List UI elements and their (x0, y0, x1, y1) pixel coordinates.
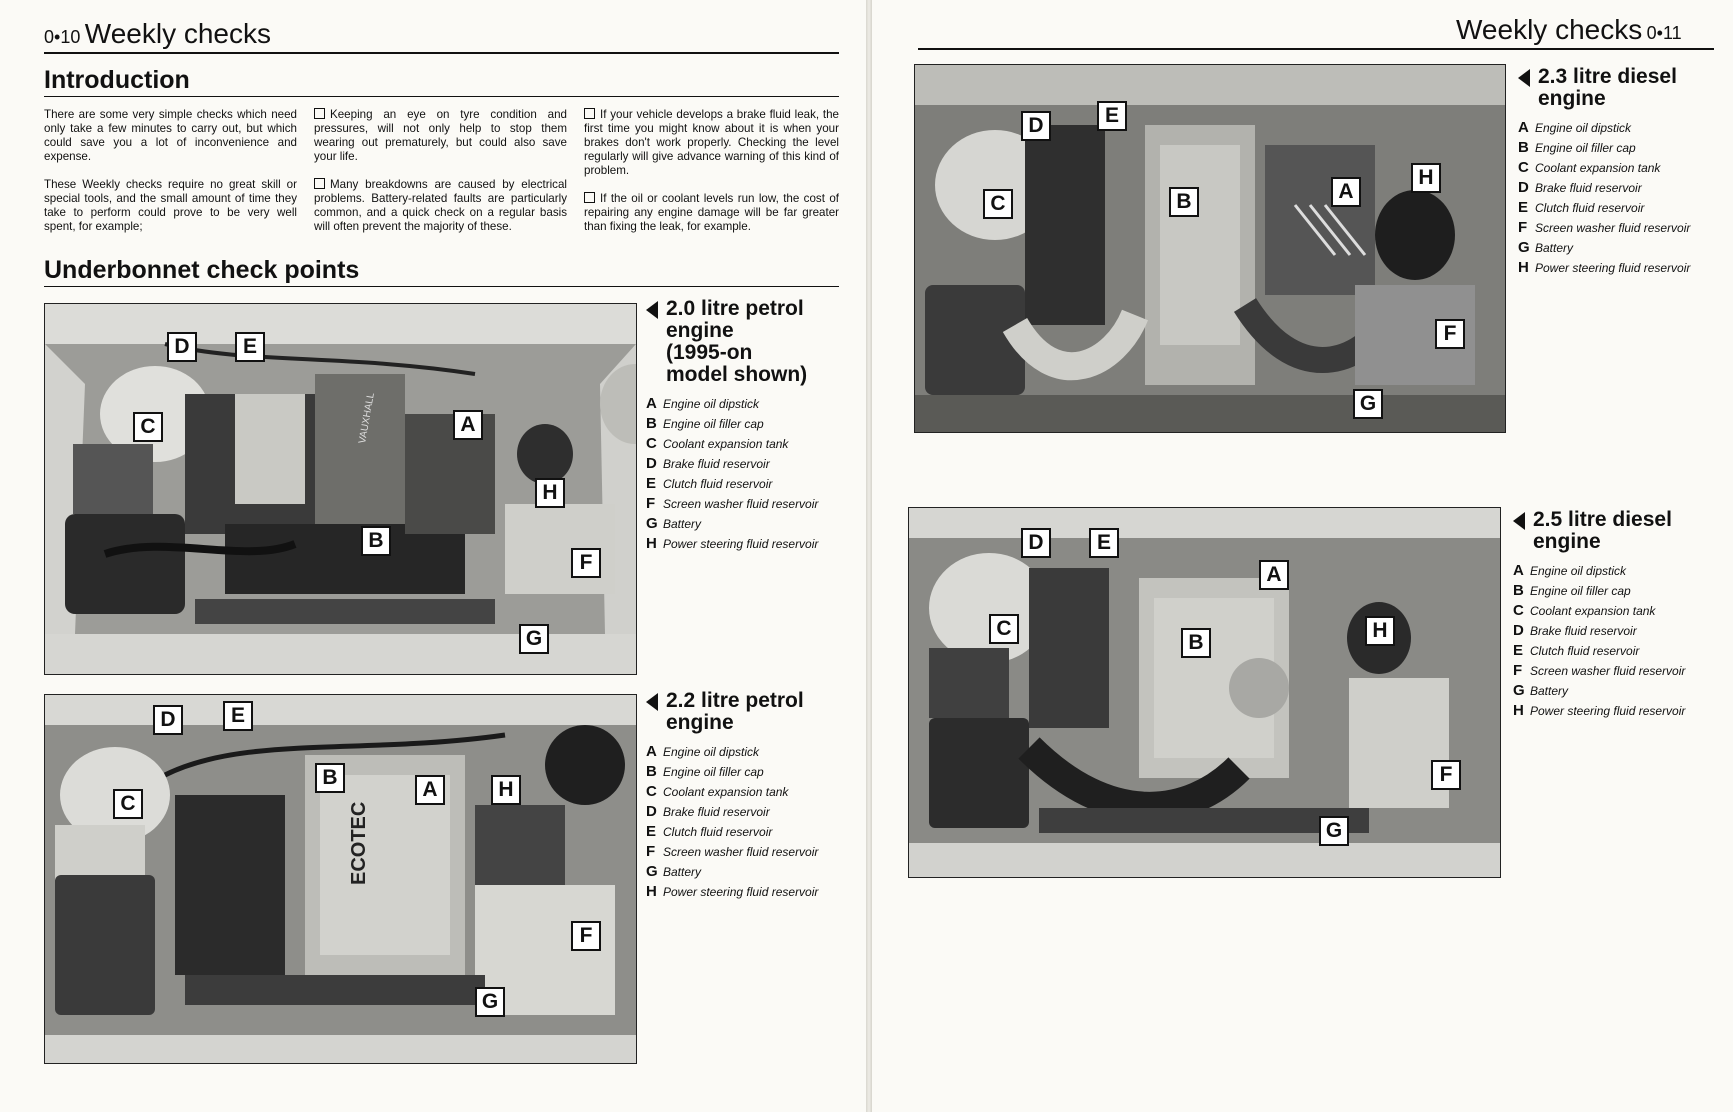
label-g: G (1353, 389, 1383, 419)
legend-text: Brake fluid reservoir (663, 457, 770, 471)
label-d: D (153, 705, 183, 735)
left-page-number: 0•10 (44, 27, 81, 47)
label-b: B (1181, 628, 1211, 658)
label-a: A (1259, 560, 1289, 590)
legend-item (1513, 601, 1728, 621)
legend-letter: H (646, 883, 657, 900)
legend-letter: D (646, 455, 657, 472)
underbonnet-rule (44, 286, 839, 287)
right-page-number: 0•11 (1646, 23, 1682, 43)
label-f: F (571, 548, 601, 578)
intro-rule (44, 96, 839, 97)
label-g: G (475, 987, 505, 1017)
intro-col2-p1-text: Keeping an eye on tyre condition and pressures, will not only help to stop them wearing out prematurely, but could also save your life. (314, 108, 567, 163)
legend-item (1518, 138, 1728, 158)
legend-item (1518, 178, 1728, 198)
legend-item (646, 494, 856, 514)
legend-text: Coolant expansion tank (663, 785, 789, 799)
legend-letter: H (1513, 702, 1524, 719)
legend-item (1518, 118, 1728, 138)
intro-col3-p1 (584, 108, 839, 178)
legend-item (646, 454, 856, 474)
legend-letter: H (646, 535, 657, 552)
intro-col1-p2: These Weekly checks require no great skill or special tools, and the small amount of time they take to perform could prove to be very well spent, for example; (44, 178, 297, 233)
engine-title-line: engine (1533, 530, 1601, 553)
checkbox-icon (584, 192, 595, 203)
legend-item (1513, 561, 1728, 581)
legend-text: Engine oil dipstick (663, 397, 760, 411)
legend-letter: D (1518, 179, 1529, 196)
legend-list (646, 394, 856, 554)
legend-letter: E (646, 823, 657, 840)
legend-item (646, 762, 856, 782)
legend-list (646, 742, 856, 902)
legend-item (1513, 681, 1728, 701)
legend-letter: F (646, 495, 656, 512)
legend-item (646, 802, 856, 822)
legend-item (1518, 238, 1728, 258)
left-page-title: Weekly checks (84, 18, 272, 49)
callout-2-3-diesel (1518, 66, 1728, 278)
legend-item (646, 822, 856, 842)
pointer-left-icon (1518, 69, 1530, 87)
legend-item (646, 394, 856, 414)
pointer-left-icon (1513, 512, 1525, 530)
legend-letter: F (1513, 662, 1523, 679)
legend-item (646, 782, 856, 802)
legend-letter: B (1518, 139, 1529, 156)
legend-text: Coolant expansion tank (1535, 161, 1661, 175)
legend-text: Clutch fluid reservoir (1535, 201, 1645, 215)
legend-text: Power steering fluid reservoir (663, 537, 819, 551)
engine-photo-2-5-diesel (908, 507, 1501, 878)
legend-text: Screen washer fluid reservoir (1535, 221, 1691, 235)
legend-text: Brake fluid reservoir (1535, 181, 1642, 195)
legend-letter: E (1518, 199, 1529, 216)
legend-letter: F (646, 843, 656, 860)
legend-item (646, 514, 856, 534)
label-d: D (1021, 528, 1051, 558)
engine-title-line: engine (666, 711, 734, 734)
engine-title-line: engine (1538, 87, 1606, 110)
engine-title (1538, 66, 1728, 110)
label-e: E (1097, 101, 1127, 131)
legend-item (1513, 701, 1728, 721)
legend-letter: C (1513, 602, 1524, 619)
engine-title-line: (1995-on (666, 341, 753, 364)
legend-letter: B (646, 415, 657, 432)
label-h: H (1365, 616, 1395, 646)
legend-text: Brake fluid reservoir (1530, 624, 1637, 638)
intro-col3-p1-text: If your vehicle develops a brake fluid leak, the first time you might know about it is when your brakes don't work properly. Checking the level regularly will give advance warning of this kind of problem. (584, 108, 839, 177)
label-c: C (133, 412, 163, 442)
legend-item (646, 414, 856, 434)
legend-text: Coolant expansion tank (663, 437, 789, 451)
legend-text: Clutch fluid reservoir (663, 477, 773, 491)
legend-letter: G (1518, 239, 1530, 256)
legend-letter: B (646, 763, 657, 780)
underbonnet-heading: Underbonnet check points (44, 256, 360, 284)
legend-text: Battery (1530, 684, 1569, 698)
legend-text: Engine oil filler cap (1530, 584, 1631, 598)
label-e: E (1089, 528, 1119, 558)
legend-text: Battery (663, 865, 702, 879)
checkbox-icon (314, 178, 325, 189)
right-page-header (1456, 14, 1682, 46)
engine-title-line: engine (666, 319, 734, 342)
engine-title-line: 2.3 litre diesel (1538, 65, 1677, 88)
label-b: B (1169, 187, 1199, 217)
intro-col2-p2 (314, 178, 567, 234)
label-h: H (535, 478, 565, 508)
legend-letter: C (1518, 159, 1529, 176)
legend-letter: E (646, 475, 657, 492)
legend-text: Power steering fluid reservoir (1530, 704, 1686, 718)
engine-photo-2-2-petrol (44, 694, 637, 1064)
introduction-heading: Introduction (44, 66, 190, 94)
legend-letter: D (646, 803, 657, 820)
legend-item (646, 474, 856, 494)
legend-item (1518, 198, 1728, 218)
legend-list (1513, 561, 1728, 721)
engine-title-line: 2.2 litre petrol (666, 689, 804, 712)
legend-text: Engine oil filler cap (663, 417, 764, 431)
legend-letter: G (646, 863, 658, 880)
intro-col2-p1 (314, 108, 567, 164)
legend-letter: E (1513, 642, 1524, 659)
legend-letter: F (1518, 219, 1528, 236)
legend-text: Engine oil filler cap (663, 765, 764, 779)
engine-photo-2-3-diesel (914, 64, 1506, 433)
legend-text: Engine oil dipstick (663, 745, 760, 759)
intro-col1-p1: There are some very simple checks which need only take a few minutes to carry out, but which could save you a lot of inconvenience and expense. (44, 108, 297, 163)
label-f: F (1431, 760, 1461, 790)
label-e: E (235, 332, 265, 362)
legend-item (646, 882, 856, 902)
legend-text: Battery (663, 517, 702, 531)
legend-text: Clutch fluid reservoir (1530, 644, 1640, 658)
legend-item (646, 534, 856, 554)
label-d: D (167, 332, 197, 362)
label-b: B (315, 763, 345, 793)
engine-title (666, 690, 856, 734)
legend-text: Engine oil dipstick (1535, 121, 1632, 135)
intro-column-2 (314, 108, 567, 248)
engine-title-line: model shown) (666, 363, 808, 386)
legend-letter: A (1518, 119, 1529, 136)
legend-letter: A (646, 743, 657, 760)
right-page-title: Weekly checks (1456, 14, 1643, 45)
legend-text: Engine oil dipstick (1530, 564, 1627, 578)
label-g: G (1319, 816, 1349, 846)
legend-letter: G (646, 515, 658, 532)
engine-title-line: 2.5 litre diesel (1533, 508, 1672, 531)
legend-text: Screen washer fluid reservoir (663, 845, 819, 859)
label-e: E (223, 701, 253, 731)
pointer-left-icon (646, 693, 658, 711)
engine-photo-2-0-petrol (44, 303, 637, 675)
legend-text: Power steering fluid reservoir (663, 885, 819, 899)
checkbox-icon (584, 108, 595, 119)
left-page-header (44, 18, 271, 50)
engine-title (1533, 509, 1728, 553)
intro-column-3 (584, 108, 839, 248)
label-c: C (113, 789, 143, 819)
legend-item (1513, 581, 1728, 601)
engine-title-line: 2.0 litre petrol (666, 297, 804, 320)
legend-item (646, 842, 856, 862)
legend-item (646, 862, 856, 882)
header-rule-right (918, 48, 1714, 50)
label-h: H (491, 775, 521, 805)
legend-text: Brake fluid reservoir (663, 805, 770, 819)
legend-text: Screen washer fluid reservoir (663, 497, 819, 511)
legend-text: Power steering fluid reservoir (1535, 261, 1691, 275)
intro-col3-p2-text: If the oil or coolant levels run low, the cost of repairing any engine damage will be far greater than fixing the leak, for example. (584, 192, 839, 233)
legend-text: Engine oil filler cap (1535, 141, 1636, 155)
intro-col2-p2-text: Many breakdowns are caused by electrical problems. Battery-related faults are particularly common, and a quick check on a regular basis will often prevent the majority of these. (314, 178, 567, 233)
label-a: A (453, 410, 483, 440)
legend-item (646, 742, 856, 762)
legend-letter: A (646, 395, 657, 412)
legend-letter: C (646, 435, 657, 452)
engine-badge-vauxhall: VAUXHALL (357, 391, 377, 445)
label-d: D (1021, 111, 1051, 141)
pointer-left-icon (646, 301, 658, 319)
label-c: C (983, 189, 1013, 219)
label-f: F (1435, 319, 1465, 349)
legend-text: Clutch fluid reservoir (663, 825, 773, 839)
checkbox-icon (314, 108, 325, 119)
engine-title (666, 298, 856, 386)
callout-2-0-petrol (646, 298, 856, 554)
label-f: F (571, 921, 601, 951)
engine-badge-ecotec: ECOTEC (348, 801, 370, 885)
label-g: G (519, 624, 549, 654)
legend-item (1518, 258, 1728, 278)
legend-text: Battery (1535, 241, 1574, 255)
legend-item (1518, 158, 1728, 178)
legend-letter: C (646, 783, 657, 800)
legend-item (646, 434, 856, 454)
legend-letter: D (1513, 622, 1524, 639)
label-c: C (989, 614, 1019, 644)
legend-item (1518, 218, 1728, 238)
legend-letter: G (1513, 682, 1525, 699)
legend-item (1513, 661, 1728, 681)
legend-text: Coolant expansion tank (1530, 604, 1656, 618)
callout-2-5-diesel (1513, 509, 1728, 721)
label-a: A (415, 775, 445, 805)
callout-2-2-petrol (646, 690, 856, 902)
legend-letter: H (1518, 259, 1529, 276)
legend-text: Screen washer fluid reservoir (1530, 664, 1686, 678)
header-rule-left (44, 52, 839, 54)
legend-letter: B (1513, 582, 1524, 599)
legend-item (1513, 621, 1728, 641)
legend-list (1518, 118, 1728, 278)
intro-column-1 (44, 108, 297, 248)
legend-letter: A (1513, 562, 1524, 579)
label-a: A (1331, 177, 1361, 207)
label-b: B (361, 526, 391, 556)
legend-item (1513, 641, 1728, 661)
intro-col3-p2 (584, 192, 839, 234)
label-h: H (1411, 163, 1441, 193)
